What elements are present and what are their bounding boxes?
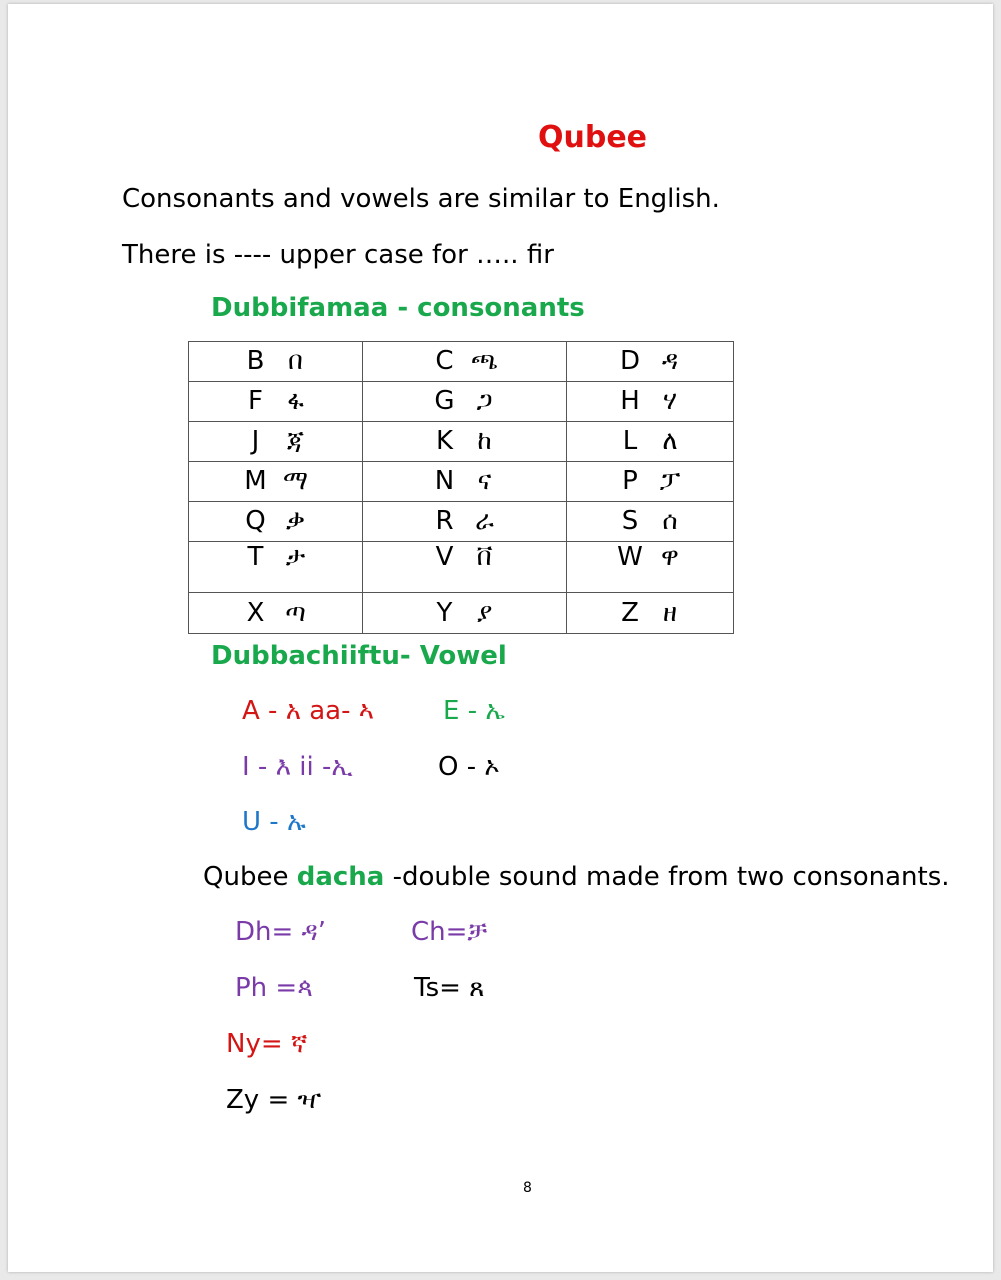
consonant-geez: ያ: [476, 597, 493, 628]
consonant-cell: [363, 462, 567, 502]
consonant-cell: [567, 542, 734, 593]
consonant-latin: R: [435, 506, 454, 536]
consonant-latin: Z: [621, 597, 639, 628]
double-sound-intro: [203, 862, 950, 892]
double-dh: Dh= ዳ’: [235, 917, 327, 947]
document-page: [8, 4, 993, 1272]
consonant-geez: ጣ: [285, 597, 306, 628]
double-intro-word: dacha: [296, 862, 385, 892]
consonant-cell: [567, 462, 734, 502]
consonant-latin: H: [620, 386, 640, 416]
consonant-latin: D: [619, 346, 641, 376]
consonant-cell: [363, 422, 567, 462]
consonant-geez: ራ: [475, 506, 494, 536]
consonant-geez: በ: [288, 346, 303, 376]
consonant-cell: [363, 542, 567, 593]
consonant-geez: ዋ: [661, 542, 679, 572]
consonant-latin: K: [435, 426, 454, 456]
consonant-cell: [567, 382, 734, 422]
consonant-geez: ዳ: [661, 346, 679, 376]
consonant-cell: [567, 502, 734, 542]
consonant-cell: [567, 422, 734, 462]
consonant-latin: Y: [436, 597, 453, 628]
consonant-geez: ቃ: [285, 506, 305, 536]
double-intro-pre: Qubee: [203, 862, 297, 892]
double-intro-post: -double sound made from two consonants.: [384, 862, 950, 892]
consonant-cell: [189, 593, 363, 634]
consonant-geez: ፓ: [659, 466, 681, 496]
consonant-cell: [363, 593, 567, 634]
vowel-a: A - አ aa- ኣ: [242, 696, 374, 726]
consonant-geez: ከ: [477, 426, 492, 456]
consonant-latin: W: [617, 542, 643, 572]
consonant-geez: ሃ: [663, 386, 677, 416]
consonant-row: [189, 342, 734, 382]
double-ts: Ts= ጸ: [414, 973, 485, 1003]
consonant-latin: P: [622, 466, 638, 496]
intro-line-2: There is ---- upper case for ….. fir: [122, 240, 554, 270]
page-title: Qubee: [538, 120, 648, 155]
double-ch: Ch=ቻ: [411, 917, 488, 947]
consonant-cell: [189, 462, 363, 502]
consonant-cell: [189, 542, 363, 593]
consonant-cell: [189, 502, 363, 542]
vowel-i: I - እ ii -ኢ: [242, 752, 353, 782]
consonants-table: [188, 341, 734, 634]
consonant-latin: N: [434, 466, 455, 496]
consonant-geez: ቨ: [476, 542, 493, 572]
consonant-latin: M: [244, 466, 267, 496]
consonant-latin: T: [247, 542, 264, 572]
consonant-geez: ና: [477, 466, 492, 496]
consonant-geez: ዘ: [662, 597, 678, 628]
consonant-geez: ሰ: [662, 506, 678, 536]
consonant-geez: ጃ: [286, 426, 305, 456]
consonant-row: [189, 382, 734, 422]
consonant-latin: Q: [245, 506, 266, 536]
double-ph: Ph =ጳ: [235, 973, 314, 1003]
intro-line-1: Consonants and vowels are similar to English.: [122, 184, 720, 214]
vowel-e: E - ኤ: [443, 696, 505, 726]
consonant-latin: L: [622, 426, 638, 456]
consonant-geez: ጫ: [471, 346, 498, 376]
consonant-latin: G: [434, 386, 455, 416]
consonant-cell: [189, 342, 363, 382]
consonant-row: [189, 593, 734, 634]
vowel-u: U - ኡ: [242, 807, 306, 837]
consonant-cell: [363, 382, 567, 422]
page-number: 8: [523, 1180, 532, 1196]
double-ny: Ny= ኛ: [226, 1029, 308, 1059]
consonant-cell: [189, 422, 363, 462]
consonant-latin: F: [248, 386, 263, 416]
consonant-geez: ፋ: [287, 386, 304, 416]
consonant-cell: [189, 382, 363, 422]
consonant-geez: ለ: [662, 426, 678, 456]
consonant-latin: X: [246, 597, 265, 628]
consonant-cell: [363, 502, 567, 542]
consonant-cell: [567, 342, 734, 382]
vowel-o: O - ኦ: [438, 752, 500, 782]
consonant-row: [189, 542, 734, 593]
consonant-latin: V: [435, 542, 454, 572]
consonant-latin: B: [246, 346, 265, 376]
vowel-heading: Dubbachiiftu- Vowel: [211, 641, 507, 671]
double-zy: Zy = ዣ: [226, 1085, 322, 1115]
consonant-latin: S: [621, 506, 639, 536]
consonant-latin: J: [251, 426, 260, 456]
consonants-heading: Dubbifamaa - consonants: [211, 293, 585, 323]
consonant-geez: ታ: [285, 542, 306, 572]
consonant-cell: [567, 593, 734, 634]
consonant-geez: ጋ: [476, 386, 493, 416]
consonant-row: [189, 422, 734, 462]
consonant-cell: [363, 342, 567, 382]
consonant-row: [189, 462, 734, 502]
consonant-geez: ማ: [282, 466, 309, 496]
consonant-row: [189, 502, 734, 542]
consonant-latin: C: [435, 346, 454, 376]
